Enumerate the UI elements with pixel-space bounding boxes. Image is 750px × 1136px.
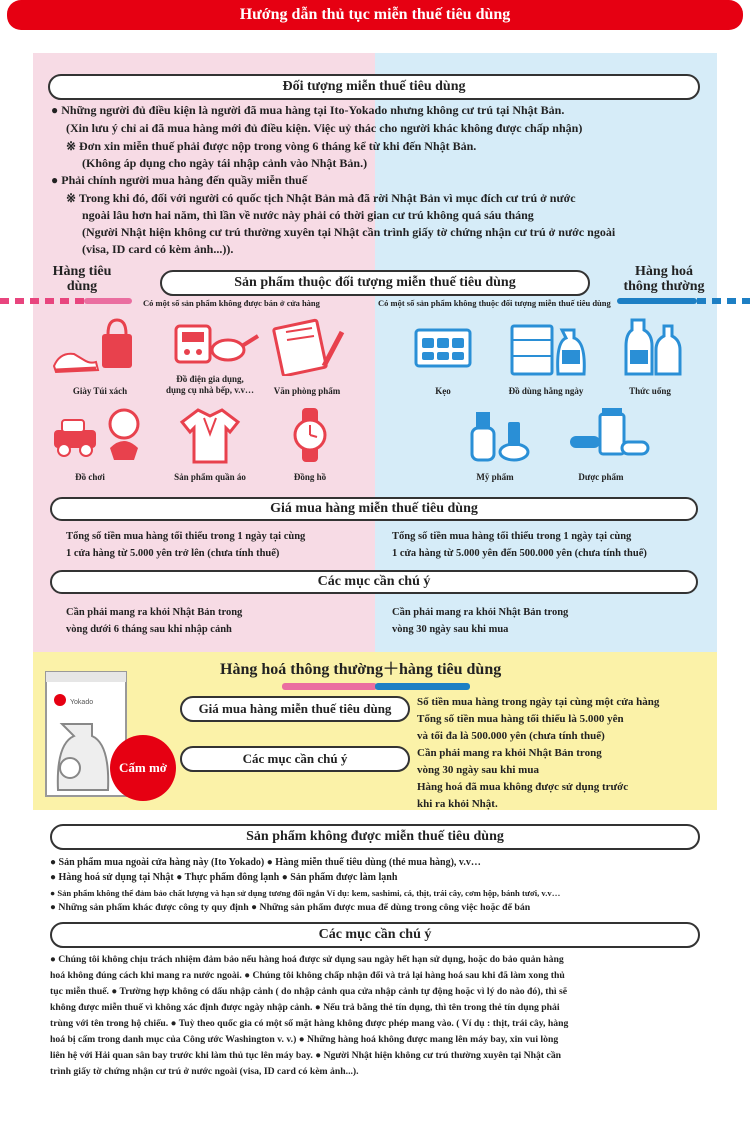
appliance-icon [170,320,260,368]
combined-notes-line: Hàng hoá đã mua không được sử dụng trước [417,781,629,793]
item-label-candy: Kẹo [435,386,451,396]
notes-left-line: vòng dưới 6 tháng sau khi nhập cảnh [66,624,232,635]
item-label-daily-goods: Đồ dùng hằng ngày [508,386,584,396]
general-goods-label: Hàng hoá thông thường [623,264,705,294]
caution-line: ● Chúng tôi không chịu trách nhiệm đảm bảo nếu hàng hoá được sử dụng sau ngày hết hạn sử dụng, hoặc do bảo quản hàng [50,954,564,965]
excluded-title: Sản phẩm không được miễn thuế tiêu dùng [50,824,700,850]
combined-pink-bar [282,683,377,690]
blue-bar [617,298,697,304]
pink-bar [84,298,132,304]
daily-goods-icon [508,318,590,378]
price-right-line: 1 cửa hàng từ 5.000 yên đến 500.000 yên (chưa tính thuế) [392,548,647,559]
drinks-icon [622,316,682,378]
excluded-line: ● Sản phẩm không thể đảm bảo chất lượng và hạn sử dụng tương đối ngắn Ví dụ: kem, sashimi, cá, thịt, trái cây, cơm hộp, bánh tươi, v.v… [50,888,561,898]
eligibility-line: (Người Nhật hiện không cư trú thường xuyên tại Nhật cần trình giấy tờ chứng nhận cư trú ở nước ngoài [82,225,616,239]
caution-line: liên hệ với Hải quan sân bay trước khi làm thủ tục lên máy bay. ● Người Nhật hiện không cư trú thường xuyên tại Nhật cần [50,1050,562,1061]
consumables-note: Có một số sản phẩm không được bán ở cửa hàng [143,298,320,308]
eligibility-line: ※ Trong khi đó, đối với người có quốc tịch Nhật Bản mà đã rời Nhật Bản vì mục đích cư trú ở nước [66,191,576,205]
eligibility-line: ● Phải chính người mua hàng đến quầy miễn thuế [51,173,308,187]
eligibility-line: ngoài lâu hơn hai năm, thì lần về nước này phải có thời gian cư trú không quá sáu tháng [82,208,534,222]
page-title-banner: Hướng dẫn thủ tục miễn thuế tiêu dùng [7,0,743,30]
excluded-line: ● Những sản phẩm khác được công ty quy định ● Những sản phẩm được mua để dùng trong công việc hoặc để bán [50,902,531,913]
consumables-label: Hàng tiêu dùng [52,264,112,294]
eligibility-line: (Không áp dụng cho ngày tái nhập cảnh vào Nhật Bản.) [82,156,368,170]
shoes-bag-icon [50,316,140,376]
eligibility-title: Đối tượng miễn thuế tiêu dùng [48,74,700,100]
eligibility-line: (Xin lưu ý chỉ ai đã mua hàng mới đủ điều kiện. Việc uỷ thác cho người khác không được chấp nhận) [66,121,583,135]
caution-line: trình giấy tờ chứng nhận cư trú ở nước ngoài (visa, ID card có kèm ảnh...). [50,1066,359,1077]
medicine-icon [566,406,650,466]
item-label-medicine: Dược phẩm [578,472,624,482]
price-title: Giá mua hàng miễn thuế tiêu dùng [50,497,698,521]
svg-text:Yokado: Yokado [70,699,94,706]
caution-line: trùng với tên trong hộ chiếu. ● Tuỳ theo quốc gia có một số mặt hàng không được phép mang vào. ( Ví dụ : thịt, trái cây, hàng [50,1018,569,1029]
notes-left-line: Cần phải mang ra khỏi Nhật Bản trong [66,607,243,618]
price-left-line: 1 cửa hàng từ 5.000 yên trở lên (chưa tính thuế) [66,548,280,559]
item-label-appliance: Đồ điện gia dụng, dụng cụ nhà bếp, v.v… [165,374,255,395]
combined-notes-line: khi ra khỏi Nhật. [417,798,498,810]
combined-notes-line: vòng 30 ngày sau khi mua [417,764,539,776]
no-opening-badge: Cấm mở [110,735,176,801]
item-label-toy: Đồ chơi [75,472,105,482]
eligibility-line: ※ Đơn xin miễn thuế phải được nộp trong vòng 6 tháng kể từ khi đến Nhật Bản. [66,139,477,153]
stationery-icon [272,318,348,376]
combined-price-line: và tối đa là 500.000 yên (chưa tính thuế) [417,730,605,742]
item-label-shoes-bag: Giày Túi xách [72,386,128,396]
notes-right-line: Cần phải mang ra khỏi Nhật Bản trong [392,607,569,618]
price-left-line: Tổng số tiền mua hàng tối thiểu trong 1 ngày tại cùng [66,531,306,542]
cosmetics-icon [466,408,532,464]
item-label-watch: Đồng hồ [293,472,327,482]
eligibility-line: ● Những người đủ điều kiện là người đã mua hàng tại Ito-Yokado nhưng không cư trú tại Nhật Bản. [51,103,565,117]
combined-price-title: Giá mua hàng miễn thuế tiêu dùng [180,696,410,722]
combined-notes-title: Các mục cần chú ý [180,746,410,772]
caution-line: không được miễn thuế vì không xác định được ngày nhập cảnh. ● Nếu trả bằng thẻ tín dụng, thì tên trong thẻ tín dụng phải [50,1002,560,1013]
cautions-title: Các mục cần chú ý [50,922,700,948]
candy-icon [412,322,474,372]
item-label-clothing: Sản phẩm quần áo [174,472,246,482]
excluded-line: ● Hàng hoá sử dụng tại Nhật ● Thực phẩm đông lạnh ● Sản phẩm được làm lạnh [50,872,398,883]
clothing-icon [178,404,242,466]
item-label-cosmetics: Mỹ phẩm [476,472,514,482]
combined-price-line: Số tiền mua hàng trong ngày tại cùng một cửa hàng [417,696,660,708]
products-title: Sản phẩm thuộc đối tượng miễn thuế tiêu dùng [160,270,590,296]
combined-blue-bar [375,683,470,690]
excluded-line: ● Sản phẩm mua ngoài cửa hàng này (Ito Yokado) ● Hàng miễn thuế tiêu dùng (thẻ mua hàng), v.v… [50,857,481,868]
combined-title: Hàng hoá thông thường＋hàng tiêu dùng [220,661,502,678]
price-right-line: Tổng số tiền mua hàng tối thiểu trong 1 ngày tại cùng [392,531,632,542]
item-label-stationery: Văn phòng phẩm [273,386,341,396]
caution-line: tục miễn thuế. ● Trường hợp không có dấu nhập cảnh ( do nhập cảnh qua cửa nhập cảnh tự động hoặc vì lý do nào đó), thì sẽ [50,986,568,997]
combined-notes-line: Cần phải mang ra khỏi Nhật Bản trong [417,747,602,759]
blue-divider [697,298,750,304]
general-goods-note: Có một số sản phẩm không thuộc đối tượng miễn thuế tiêu dùng [378,298,611,308]
notes-title: Các mục cần chú ý [50,570,698,594]
caution-line: hoá không đúng cách khi mang ra nước ngoài. ● Chúng tôi không chấp nhận đổi và trả lại hàng hoá sau khi đã làm xong thủ [50,970,565,981]
item-label-drinks: Thức uống [629,386,671,396]
caution-line: hoá bị cấm trong danh mục của Công ước Washington v. v.) ● Những hàng hoá không được mang lên máy bay, xin vui lòng [50,1034,559,1045]
notes-right-line: vòng 30 ngày sau khi mua [392,624,509,635]
watch-icon [290,406,330,464]
toy-icon [50,404,150,462]
combined-price-line: Tổng số tiền mua hàng tối thiểu là 5.000 yên [417,713,624,725]
eligibility-line: (visa, ID card có kèm ảnh...)). [82,242,234,256]
